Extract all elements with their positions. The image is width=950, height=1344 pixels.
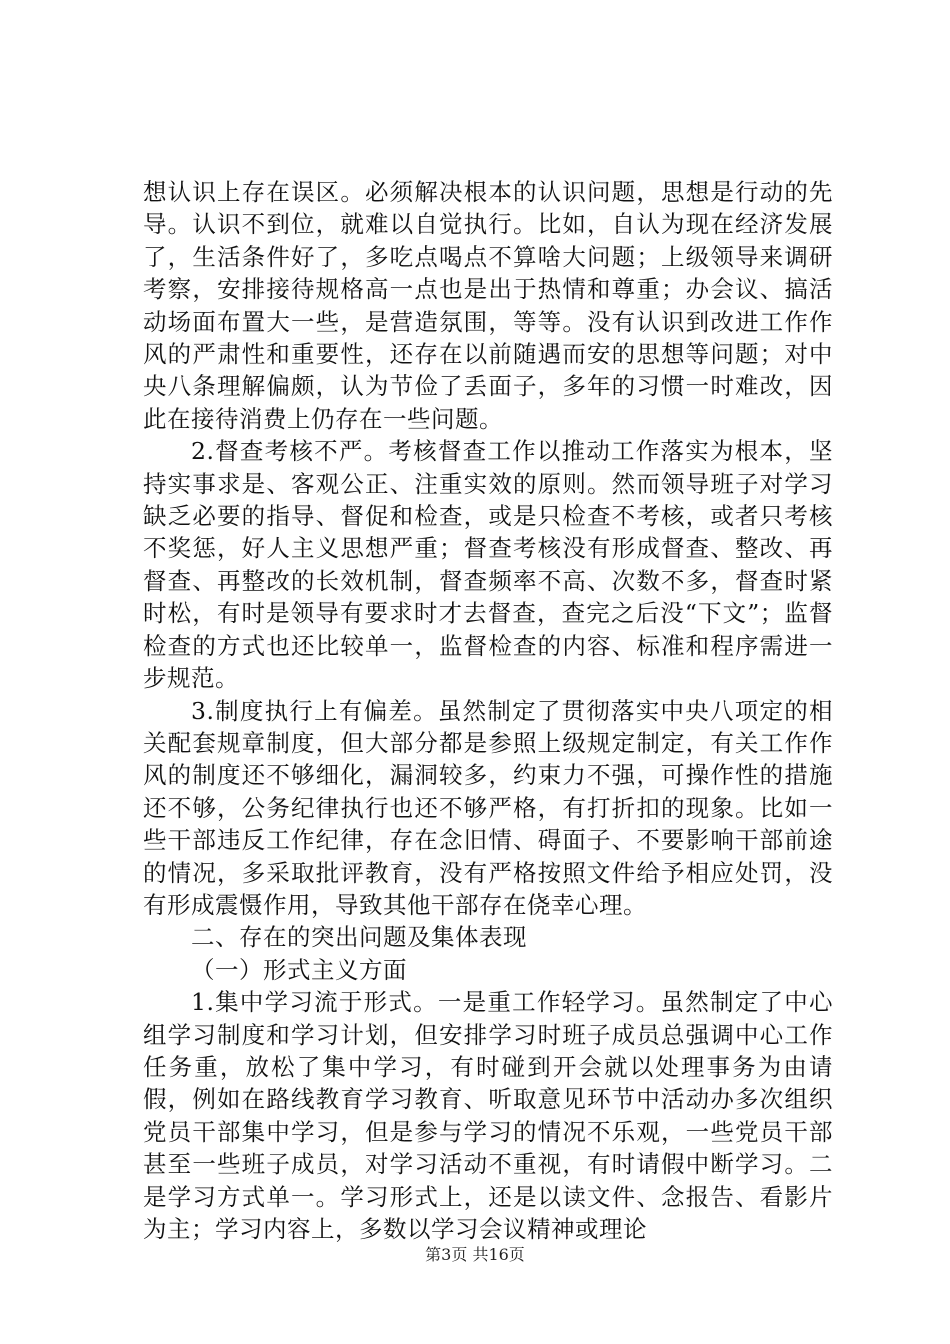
document-body — [143, 176, 833, 1245]
paragraph-system-execution: 3.制度执行上有偏差。虽然制定了贯彻落实中央八项定的相关配套规章制度，但大部分都是参照上级规定制定，有关工作作风的制度还不够细化，漏洞较多，约束力不强，可操作性的措施还不够，公务纪律执行也还不够严格，有打折扣的现象。比如一些干部违反工作纪律，存在念旧情、碍面子、不要影响干部前途的情况，多采取批评教育，没有严格按照文件给予相应处罚，没有形成震慑作用，导致其他干部存在侥幸心理。 — [143, 696, 833, 919]
page-footer: 第3页 共16页 — [425, 1245, 525, 1264]
paragraph-supervision: 2.督查考核不严。考核督查工作以推动工作落实为根本，坚持实事求是、客观公正、注重实效的原则。然而领导班子对学习缺乏必要的指导、督促和检查，或是只检查不考核，或者只考核不奖惩，好人主义思想严重；督查考核没有形成督查、整改、再督查、再整改的长效机制，督查频率不高、次数不多，督查时紧时松，有时是领导有要求时才去督查，查完之后没“下文”；监督检查的方式也还比较单一，监督检查的内容、标准和程序需进一步规范。 — [143, 437, 833, 693]
subsection-heading: （一）形式主义方面 — [191, 955, 407, 984]
section-heading: 二、存在的突出问题及集体表现 — [191, 923, 527, 952]
paragraph-continuation: 想认识上存在误区。必须解决根本的认识问题，思想是行动的先导。认识不到位，就难以自觉执行。比如，自认为现在经济发展了，生活条件好了，多吃点喝点不算啥大问题；上级领导来调研考察，安排接待规格高一点也是出于热情和尊重；办会议、搞活动场面布置大一些，是营造氛围，等等。没有认识到改进工作作风的严肃性和重要性，还存在以前随遇而安的思想等问题；对中央八条理解偏颇，认为节俭了丢面子，多年的习惯一时难改，因此在接待消费上仍存在一些问题。 — [143, 178, 833, 433]
paragraph-study-formality: 1.集中学习流于形式。一是重工作轻学习。虽然制定了中心组学习制度和学习计划，但安排学习时班子成员总强调中心工作任务重，放松了集中学习，有时碰到开会就以处理事务为由请假，例如在路线教育学习教育、听取意见环节中活动办多次组织党员干部集中学习，但是参与学习的情况不乐观，一些党员干部甚至一些班子成员，对学习活动不重视，有时请假中断学习。二是学习方式单一。学习形式上，还是以读文件、念报告、看影片为主；学习内容上，多数以学习会议精神或理论 — [143, 988, 833, 1243]
